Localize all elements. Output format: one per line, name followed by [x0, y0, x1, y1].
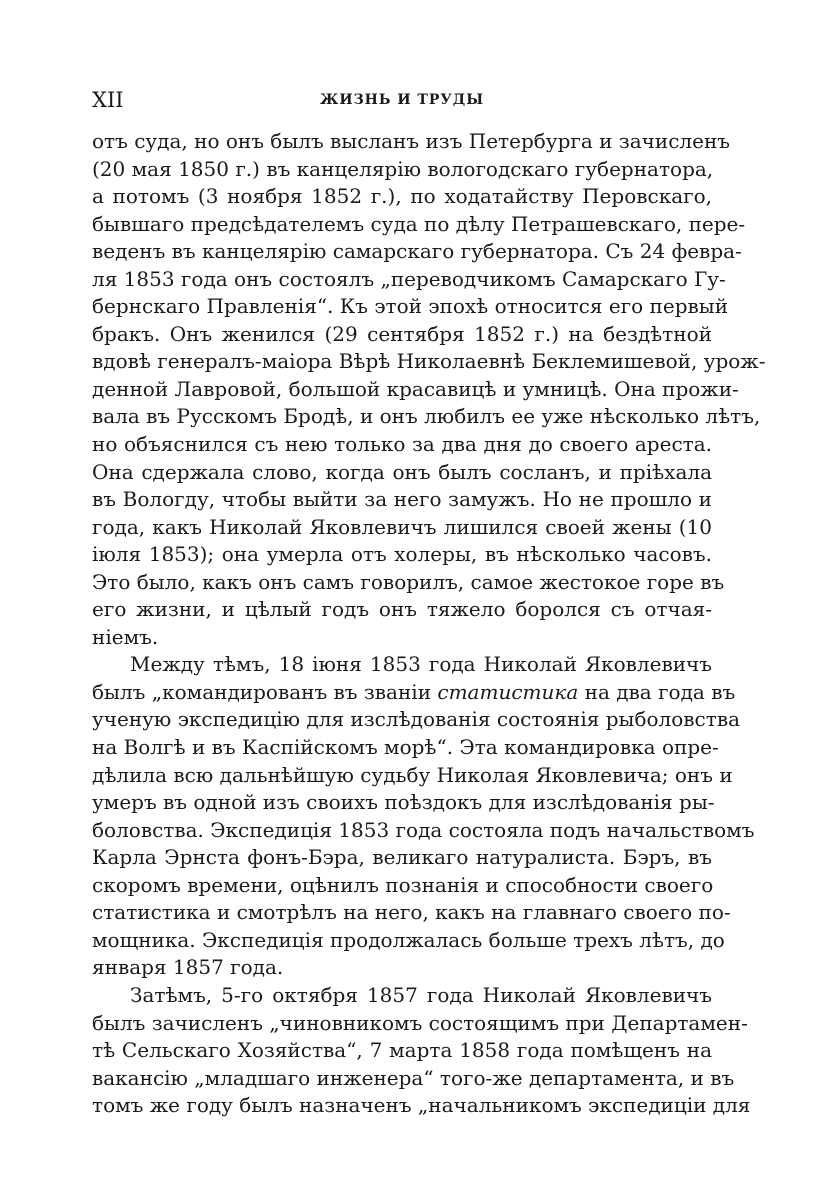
- text-line: на Волгѣ и въ Каспійскомъ морѣ“. Эта командировка опре-: [92, 735, 719, 760]
- text-line: ніемъ.: [92, 624, 159, 649]
- text-line: его жизни, и цѣлый годъ онъ тяжело боролся съ отчая-: [92, 597, 712, 622]
- text-line: ученую экспедицію для изслѣдованія состоянія рыболовства: [92, 707, 740, 732]
- text-line: Затѣмъ, 5-го октября 1857 года Николай Яковлевичъ: [130, 982, 712, 1007]
- text-line: (20 мая 1850 г.) въ канцелярію вологодскаго губернатора,: [92, 156, 714, 181]
- text-line: бернскаго Правленія“. Къ этой эпохѣ относится его первый: [92, 294, 729, 319]
- text-line: Это было, какъ онъ самъ говорилъ, самое жестокое горе въ: [92, 569, 725, 594]
- text-line: боловства. Экспедиція 1853 года состояла подъ начальствомъ: [92, 817, 755, 842]
- text-line: тѣ Сельскаго Хозяйства“, 7 марта 1858 года помѣщенъ на: [92, 1038, 712, 1063]
- running-title: ЖИЗНЬ И ТРУДЫ: [319, 92, 485, 108]
- page-header: [92, 88, 712, 112]
- text-line: іюля 1853); она умерла отъ холеры, въ нѣсколько часовъ.: [92, 542, 712, 567]
- text-line: скоромъ времени, оцѣнилъ познанія и способности своего: [92, 872, 714, 897]
- body-text: [92, 128, 766, 1120]
- text-line: но объяснился съ нею только за два дня до своего ареста.: [92, 432, 712, 457]
- text-line: Она сдержала слово, когда онъ былъ сосланъ, и пріѣхала: [92, 459, 712, 484]
- text-line: ля 1853 года онъ состоялъ „переводчикомъ Самарскаго Гу-: [92, 266, 726, 291]
- text-line: умеръ въ одной изъ своихъ поѣздокъ для изслѣдованія ры-: [92, 790, 715, 815]
- italic-term: статистика: [437, 679, 579, 704]
- text-line: мощника. Экспедиція продолжалась больше трехъ лѣтъ, до: [92, 927, 725, 952]
- text-line: бывшаго предсѣдателемъ суда по дѣлу Петрашевскаго, пере-: [92, 211, 746, 236]
- text-line: вдовѣ генералъ-маіора Вѣрѣ Николаевнѣ Беклемишевой, урож-: [92, 349, 766, 374]
- text-line: статистика и смотрѣлъ на него, какъ на главнаго своего по-: [92, 900, 731, 925]
- text-line: томъ же году былъ назначенъ „начальникомъ экспедиціи для: [92, 1093, 751, 1118]
- text-line: веденъ въ канцелярію самарскаго губернатора. Съ 24 февра-: [92, 239, 742, 264]
- text-line: Карла Эрнста фонъ-Бэра, великаго натуралиста. Бэръ, въ: [92, 845, 712, 870]
- text-line: дѣлила всю дальнѣйшую судьбу Николая Яковлевича; онъ и: [92, 762, 733, 787]
- text-line: былъ „командированъ въ званіи статистика на два года въ: [92, 679, 736, 704]
- text-line: а потомъ (3 ноября 1852 г.), по ходатайству Перовскаго,: [92, 184, 712, 209]
- text-line: бракъ. Онъ женился (29 сентября 1852 г.) на бездѣтной: [92, 321, 712, 346]
- text-line: января 1857 года.: [92, 955, 284, 980]
- text-line: вала въ Русскомъ Бродѣ, и онъ любилъ ее уже нѣсколько лѣтъ,: [92, 404, 761, 429]
- text-line: былъ зачисленъ „чиновникомъ состоящимъ при Департамен-: [92, 1010, 748, 1035]
- text-line: года, какъ Николай Яковлевичъ лишился своей жены (10: [92, 514, 712, 539]
- page-number: XII: [92, 88, 124, 112]
- text-line: вакансію „младшаго инженера“ того-же департамента, и въ: [92, 1065, 735, 1090]
- text-line: Между тѣмъ, 18 іюня 1853 года Николай Яковлевичъ: [130, 652, 712, 677]
- text-line: отъ суда, но онъ былъ высланъ изъ Петербурга и зачисленъ: [92, 129, 730, 153]
- text-line: денной Лавровой, большой красавицѣ и умницѣ. Она прожи-: [92, 376, 739, 401]
- text-line: въ Вологду, чтобы выйти за него замужъ. Но не прошло и: [92, 487, 712, 512]
